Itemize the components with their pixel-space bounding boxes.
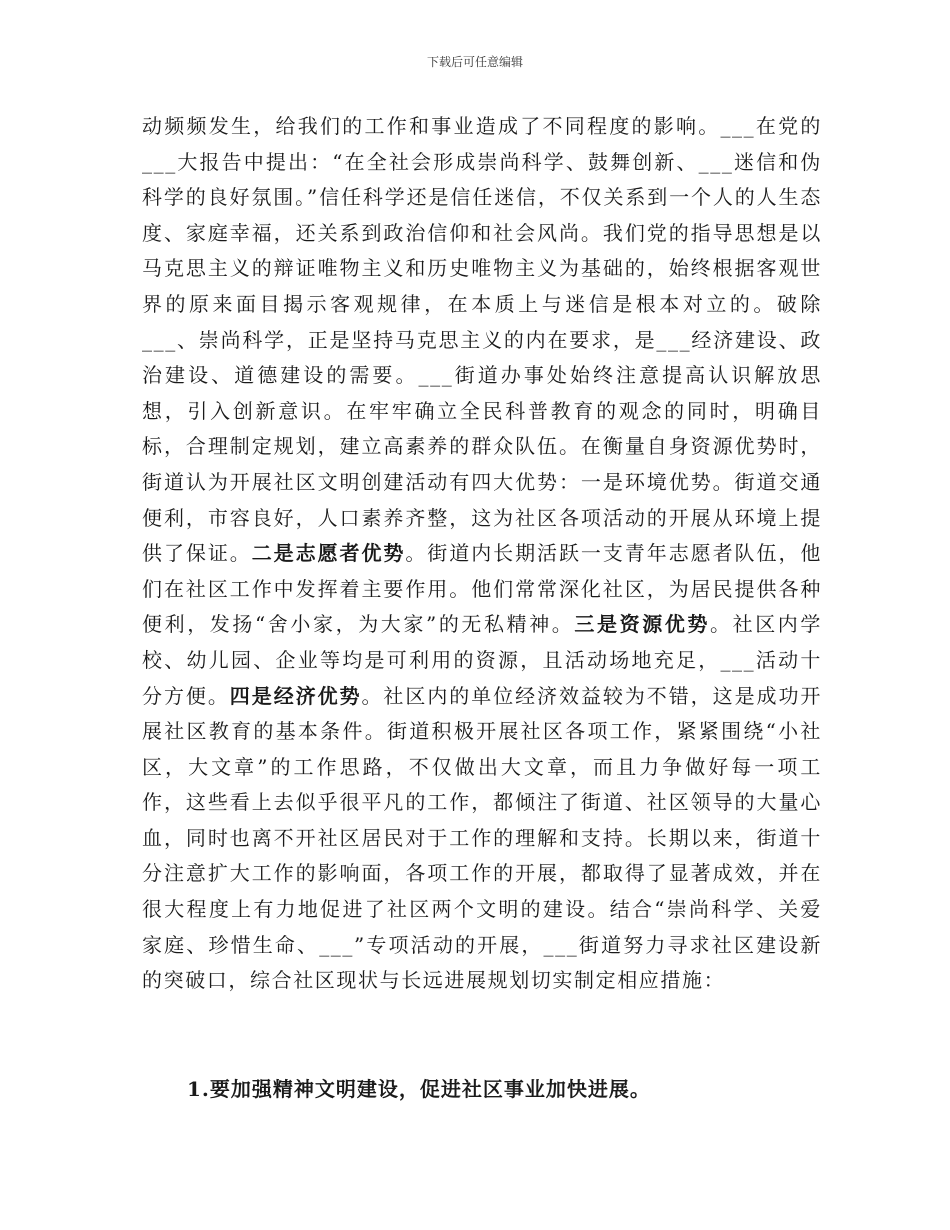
paragraph-text: 动频频发生，给我们的工作和事业造成了不同程度的影响。___在党的___大报告中提出：“在全社会形成崇尚科学、鼓舞创新、___迷信和伪科学的良好氛围。”信任科学还是信任迷信，不仅关系到一个人的人生态度、家庭幸福，还关系到政治信仰和社会风尚。我们党的指导思想是以马克思主义的辩证唯物主义和历史唯物主义为基础的，始终根据客观世界的原来面目揭示客观规律，在本质上与迷信是根本对立的。破除___、崇尚科学，正是坚持马克思主义的内在要求，是___经济建设、政治建设、道德建设的需要。___街道办事处始终注意提高认识解放思想，引入创新意识。在牢牢确立全民科普教育的观念的同时，明确目标，合理制定规划，建立高素养的群众队伍。在衡量自身资源优势时，街道认为开展社区文明创建活动有四大优势：一是环境优势。街道交通便利，市容良好，人口素养齐整，这为社区各项活动的开展从环境上提供了保证。	[142, 114, 822, 566]
bold-phrase-resource-advantage: 三是资源优势	[574, 612, 711, 637]
paragraph-text: 。社区内的单位经济效益较为不错，这是成功开展社区教育的基本条件。街道积极开展社区各项工作，紧紧围绕“小社区，大文章”的工作思路，不仅做出大文章，而且力争做好每一项工作，这些看上去似乎很平凡的工作，都倾注了街道、社区领导的大量心血，同时也离不开社区居民对于工作的理解和支持。长期以来，街道十分注意扩大工作的影响面，各项工作的开展，都取得了显著成效，并在很大程度上有力地促进了社区两个文明的建设。结合“崇尚科学、关爱家庭、珍惜生命、___”专项活动的开展，___街道努力寻求社区建设新的突破口，综合社区现状与长远进展规划切实制定相应措施：	[142, 683, 823, 993]
body-paragraph	[142, 109, 822, 999]
page-header: 下载后可任意编辑	[426, 55, 523, 69]
bold-phrase-volunteer-advantage: 二是志愿者优势	[251, 541, 406, 566]
paragraph-text: 。社区内学校、幼儿园、企业等均是可利用的资源，且活动场地充足，___活动十分方便。	[142, 612, 823, 708]
bold-phrase-economic-advantage: 四是经济优势	[229, 683, 362, 708]
paragraph-text: 。街道内长期活跃一支青年志愿者队伍，他们在社区工作中发挥着主要作用。他们常常深化社区，为居民提供各种便利，发扬“舍小家，为大家”的无私精神。	[142, 541, 822, 637]
section-heading: 1.要加强精神文明建设，促进社区事业加快进展。	[187, 1077, 651, 1101]
